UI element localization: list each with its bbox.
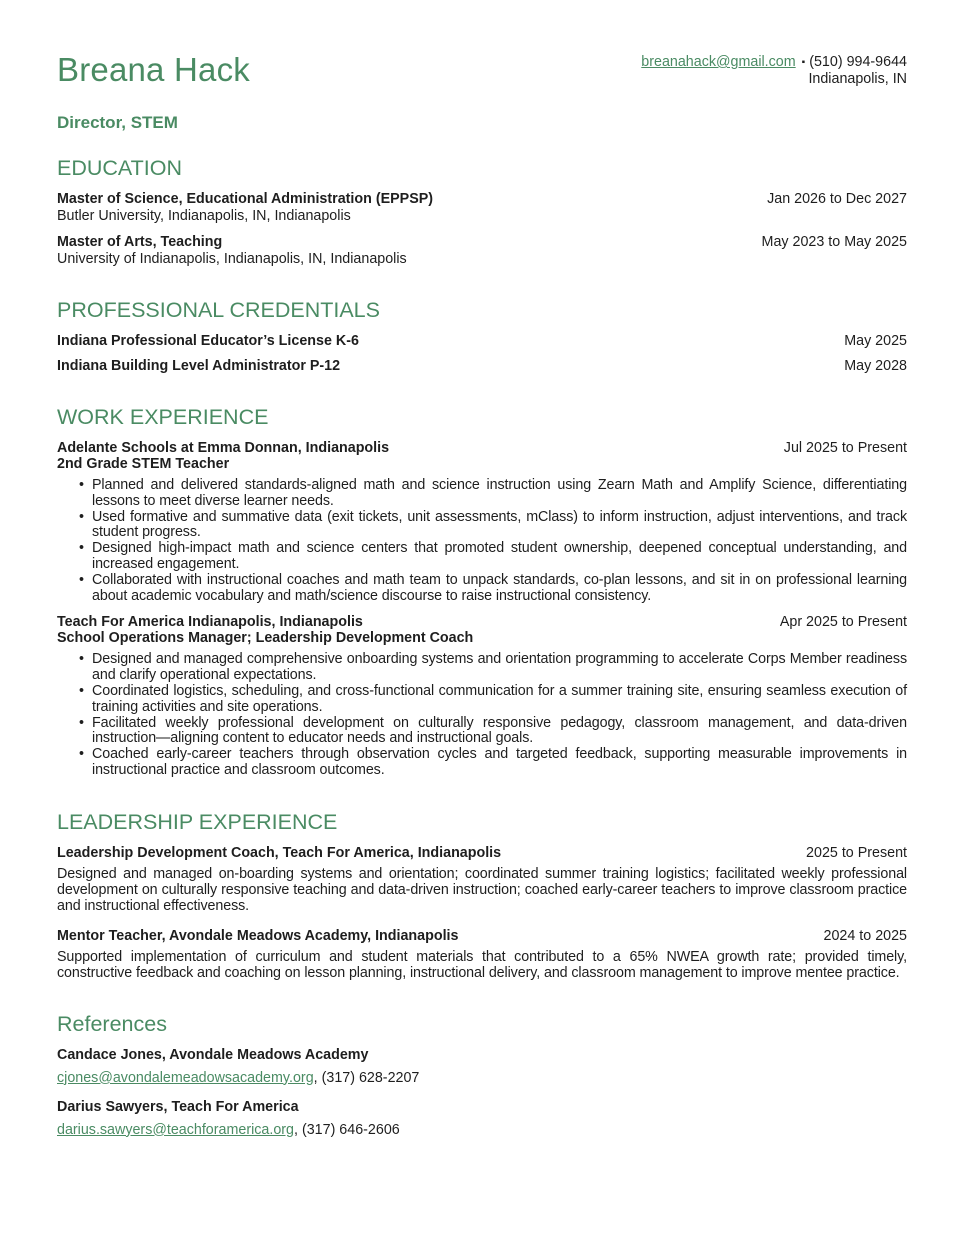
reference-phone: , (317) 646-2606 [294,1121,400,1138]
leadership-entry [57,845,907,914]
degree-title: Master of Science, Educational Administration (EPPSP) [57,191,434,207]
leadership-heading: LEADERSHIP EXPERIENCE [57,809,338,834]
job-header-row [57,614,907,631]
references-heading: References [57,1011,167,1036]
leadership-dates: 2024 to 2025 [823,927,907,944]
education-entry-row [57,191,907,207]
reference-phone: , (317) 628-2207 [313,1069,420,1086]
degree-dates: Jan 2026 to Dec 2027 [767,191,907,207]
company-name: Teach For America Indianapolis, Indianapolis [57,614,363,631]
leadership-description: Supported implementation of curriculum and student materials that contributed to a 65% NWEA growth rate; provided timely, constructive feedback and coaching on lesson planning, instructional delivery, and classroom management to improve mentee practice. [57,948,907,981]
section-credentials [57,297,907,374]
credential-dates: May 2025 [844,333,907,349]
reference-name: Candace Jones, Avondale Meadows Academy [57,1046,369,1063]
degree-title: Master of Arts, Teaching [57,234,223,250]
contact-line-1 [641,54,907,71]
credentials-heading: PROFESSIONAL CREDENTIALS [57,298,380,322]
reference-entry [57,1099,907,1138]
leadership-title: Mentor Teacher, Avondale Meadows Academy, Indianapolis [57,927,459,944]
reference-contact [57,1070,907,1086]
leadership-entry-row [57,928,907,944]
job-dates: Jul 2025 to Present [783,440,907,456]
job-bullet: • Designed high-impact math and science centers that promoted student ownership, deepened conceptual understanding, and increased engagement. [79,541,907,573]
leadership-entry [57,928,907,981]
credential-row [57,358,907,374]
degree-dates: May 2023 to May 2025 [761,234,907,250]
contact-location: Indianapolis, IN [808,71,907,87]
header-left [57,50,250,90]
school-name: Butler University, Indianapolis, IN, Indianapolis [57,208,351,224]
company-name: Adelante Schools at Emma Donnan, Indianapolis [57,440,390,456]
reference-entry [57,1047,907,1086]
reference-email-link[interactable]: darius.sawyers@teachforamerica.org [57,1121,295,1138]
leadership-dates: 2025 to Present [806,844,907,861]
job-dates: Apr 2025 to Present [779,614,907,631]
job-bullet-list [57,478,907,604]
leadership-title: Leadership Development Coach, Teach For America, Indianapolis [57,844,502,861]
job-header-row [57,440,907,457]
job-role: School Operations Manager; Leadership Development Coach [57,629,474,646]
section-work-experience [57,404,907,779]
school-name: University of Indianapolis, Indianapolis, IN, Indianapolis [57,251,407,267]
credential-row [57,333,907,349]
bullet-separator-icon: ▪ [801,57,806,68]
email-link[interactable]: breanahack@gmail.com [641,54,796,70]
job-bullet: • Coordinated logistics, scheduling, and cross-functional communication for a summer training site, ensuring seamless execution of training activities and site operations. [79,684,907,716]
header [57,50,907,90]
job-bullet: • Planned and delivered standards-aligned math and science instruction using Zearn Math and Amplify Science, differentiating lessons to meet diverse learner needs. [79,478,907,510]
education-entry [57,234,907,267]
person-job-title: Director, STEM [57,113,178,132]
credential-dates: May 2028 [844,358,907,374]
reference-name: Darius Sawyers, Teach For America [57,1098,299,1115]
phone-number: (510) 994-9644 [809,54,907,70]
job-bullet: • Facilitated weekly professional development on culturally responsive pedagogy, classroom management, and data-driven instruction—aligning content to educator needs and instructional goals. [79,716,907,748]
job-bullet: • Used formative and summative data (exit tickets, unit assessments, mClass) to inform instruction, adjust interventions, and track student progress. [79,510,907,542]
person-name: Breana Hack [57,51,250,88]
job-entry [57,440,907,604]
job-role: 2nd Grade STEM Teacher [57,455,230,472]
job-bullet: • Collaborated with instructional coaches and math team to unpack standards, co-plan lessons, and sit in on professional learning about academic vocabulary and math/science discourse to raise instructional consistency. [79,573,907,605]
job-bullet-list [57,652,907,778]
reference-email-link[interactable]: cjones@avondalemeadowsacademy.org [57,1069,314,1086]
contact-block [641,54,907,88]
education-heading: EDUCATION [57,156,183,180]
credential-title: Indiana Professional Educator’s License K-6 [57,333,359,349]
education-entry [57,191,907,224]
work-experience-heading: WORK EXPERIENCE [57,405,269,429]
credential-title: Indiana Building Level Administrator P-12 [57,358,341,374]
education-entry-row [57,234,907,250]
leadership-description: Designed and managed on-boarding systems and orientation; coordinated summer training logistics; facilitated weekly professional development on culturally responsive teaching and data-driven instruction; coached early-career teachers to improve classroom practice and instructional effectiveness. [57,865,907,914]
job-bullet: • Coached early-career teachers through observation cycles and targeted feedback, supporting measurable improvements in instructional practice and classroom outcomes. [79,747,907,779]
section-leadership [57,809,907,981]
leadership-entry-row [57,845,907,861]
section-education [57,155,907,267]
reference-contact [57,1122,907,1138]
section-references [57,1011,907,1138]
job-bullet: • Designed and managed comprehensive onboarding systems and orientation programming to accelerate Corps Member readiness and clarify operational expectations. [79,652,907,684]
job-entry [57,614,907,778]
